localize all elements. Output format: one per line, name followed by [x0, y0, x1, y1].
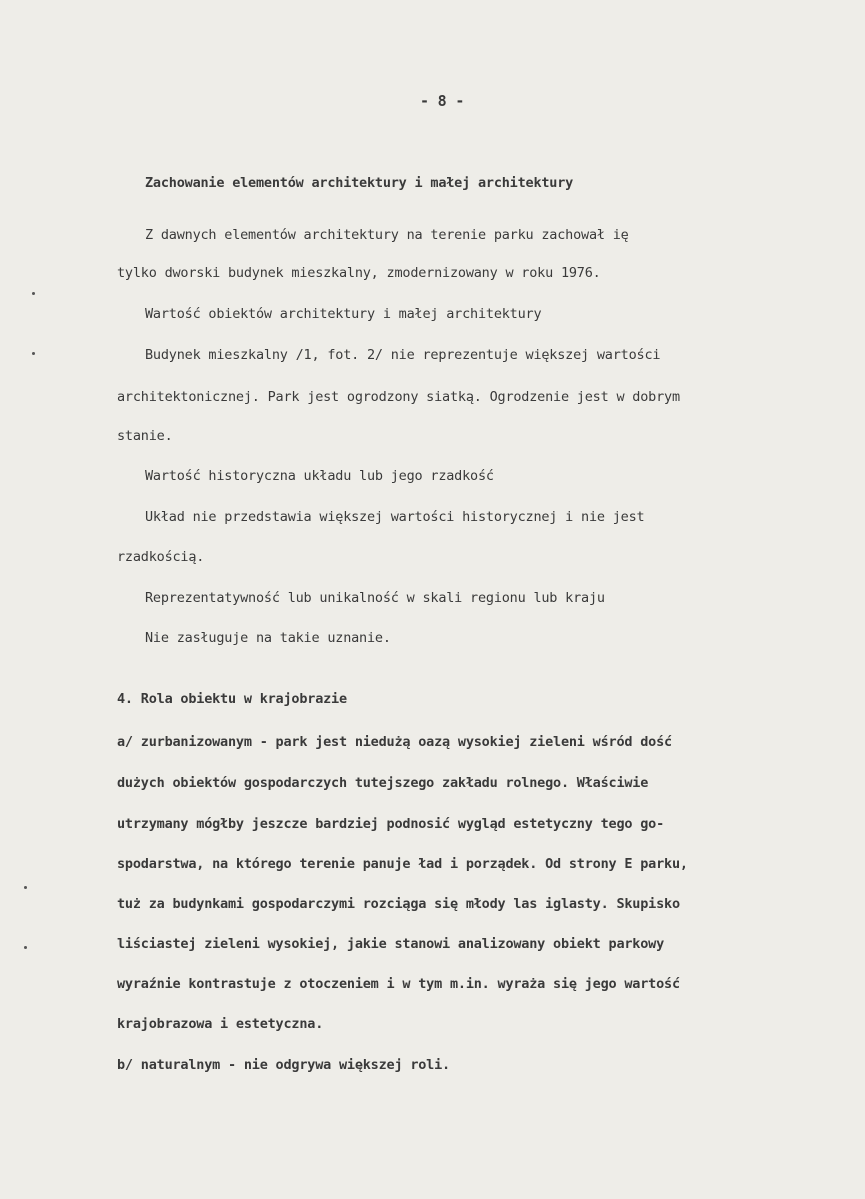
text-line: krajobrazowa i estetyczna.	[117, 1016, 324, 1032]
text-line: Budynek mieszkalny /1, fot. 2/ nie reprezentuje większej wartości	[145, 347, 661, 363]
text-line: dużych obiektów gospodarczych tutejszego zakładu rolnego. Właściwie	[117, 775, 649, 791]
text-line: rzadkością.	[117, 549, 205, 565]
margin-mark	[24, 946, 27, 949]
section-heading-landscape-role: 4. Rola obiektu w krajobrazie	[117, 691, 347, 707]
text-line: b/ naturalnym - nie odgrywa większej roli.	[117, 1057, 450, 1073]
text-line: wyraźnie kontrastuje z otoczeniem i w tym m.in. wyraża się jego wartość	[117, 976, 680, 992]
section-heading-architecture: Zachowanie elementów architektury i małej architektury	[145, 175, 574, 191]
text-line: a/ zurbanizowanym - park jest niedużą oazą wysokiej zieleni wśród dość	[117, 734, 672, 750]
text-line: tuż za budynkami gospodarczymi rozciąga się młody las iglasty. Skupisko	[117, 896, 680, 912]
text-line: liściastej zieleni wysokiej, jakie stanowi analizowany obiekt parkowy	[117, 936, 665, 952]
text-line: architektonicznej. Park jest ogrodzony siatką. Ogrodzenie jest w dobrym	[117, 389, 680, 405]
text-line: utrzymany mógłby jeszcze bardziej podnosić wygląd estetyczny tego go-	[117, 816, 665, 832]
text-line: tylko dworski budynek mieszkalny, zmodernizowany w roku 1976.	[117, 265, 601, 281]
margin-mark	[32, 292, 35, 295]
text-line: Nie zasługuje na takie uznanie.	[145, 630, 391, 646]
text-line: stanie.	[117, 428, 173, 444]
subheading-value-objects: Wartość obiektów architektury i małej architektury	[145, 306, 542, 322]
text-line: spodarstwa, na którego terenie panuje ład i porządek. Od strony E parku,	[117, 856, 688, 872]
subheading-historical-value: Wartość historyczna układu lub jego rzadkość	[145, 468, 494, 484]
subheading-representativeness: Reprezentatywność lub unikalność w skali regionu lub kraju	[145, 590, 605, 606]
page-number: - 8 -	[420, 92, 465, 110]
margin-mark	[32, 352, 35, 355]
text-line: Z dawnych elementów architektury na terenie parku zachował ię	[145, 227, 629, 243]
text-line: Układ nie przedstawia większej wartości historycznej i nie jest	[145, 509, 645, 525]
margin-mark	[24, 886, 27, 889]
